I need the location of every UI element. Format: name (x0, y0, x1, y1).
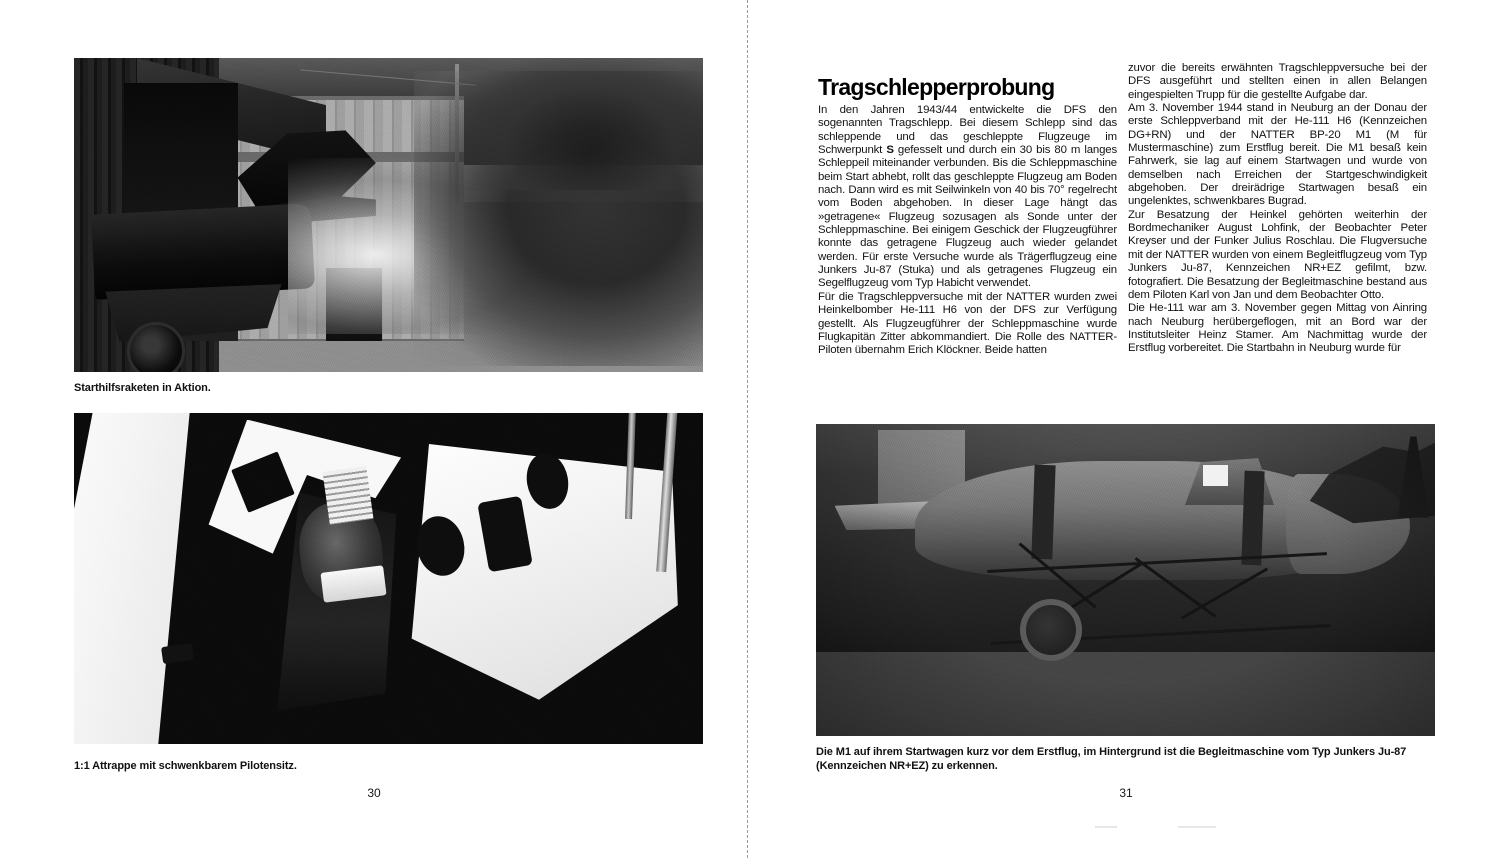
paragraph: Zur Besatzung der Heinkel gehörten weiterhin der Bordmechaniker August Lohfink, der Beobachter Peter Kreyser und der Funker Julius Roschlau. Die Flugversuche mit der NATTER wurden von einem Begleitflugzeug vom Typ Junkers Ju-87, Kennzeichen NR+EZ gefilmt, bzw. fotografiert. Die Besatzung der Begleitmaschine bestand aus dem Piloten Karl von Jan und dem Beobachter Otto. (1128, 208, 1427, 301)
paragraph: In den Jahren 1943/44 entwickelte die DFS den sogenannten Tragschlepp. Bei diesem Schlepp sind das schleppende und das geschleppte Flugzeuge im Schwerpunkt S gefesselt und durch ein 30 bis 80 m langes Schleppeil miteinander verbunden. Bis die Schleppmaschine beim Start abhebt, rollt das geschleppte Flugzeug am Boden nach. Dann wird es mit Seilwinkeln von 40 bis 70° regelrecht vom Boden abgehoben. In dieser Lage hängt das »getragene« Flugzeug sozusagen als Sonde unter der Schleppmaschine. Bei einigem Geschick der Flugzeugführer konnte das getragene Flugzeug auch wieder gelandet werden. Für erste Versuche wurde als Trägerflugzeug eine Junkers Ju-87 (Stuka) und als getragenes Flugzeug ein Segelflugzeug vom Typ Habicht verwendet. (818, 104, 1117, 290)
scan-artefact (1095, 826, 1117, 828)
paragraph: Für die Tragschleppversuche mit der NATTER wurden zwei Heinkelbomber He-111 H6 von der DFS zur Verfügung gestellt. Als Flugzeugführer der Schleppmaschine wurde Flugkapitän Zitter abkommandiert. Die Rolle des NATTER-Piloten übernahm Erich Klöckner. Beide hatten (818, 290, 1117, 357)
paragraph: zuvor die bereits erwähnten Tragschleppversuche bei der DFS ausgeführt und stellten einen in allen Belangen eingespielten Trupp für die gestellte Aufgabe dar. (1128, 62, 1427, 101)
article-title: Tragschlepperprobung (818, 74, 1055, 101)
photo-vignette (816, 424, 1435, 736)
caption-attrappe: 1:1 Attrappe mit schwenkbarem Pilotensitz. (74, 760, 297, 772)
seat-backrest (322, 466, 373, 525)
paragraph: Am 3. November 1944 stand in Neuburg an der Donau der erste Schleppverband mit der He-111 H6 (Kennzeichen DG+RN) und der NATTER BP-20 M1 (M für Mustermaschine) zum Erstflug bereit. Die M1 besaß kein Fahrwerk, sie lag auf einem Startwagen und wurde von demselben nach Erreichen der Startgeschwindigkeit abgehoben. Der dreirädrige Startwagen besaß ein ungelenktes, schwenkbares Bugrad. (1128, 102, 1427, 208)
paragraph: Die He-111 war am 3. November gegen Mittag von Ainring nach Neuburg herübergeflogen, mit an Bord war der Institutsleiter Heinz Stamer. Am Nachmittag wurde der Erstflug vorbereitet. Die Startbahn in Neuburg wurde für (1128, 302, 1427, 355)
rocket-body (91, 203, 315, 299)
photo-starthilfsraketen (74, 58, 703, 372)
emphasis-centre-of-gravity: S (886, 144, 894, 157)
caption-m1-startwagen: Die M1 auf ihrem Startwagen kurz vor dem Erstflug, im Hintergrund ist die Begleitmaschine vom Typ Junkers Ju-87 (Kennzeichen NR+EZ) zu erkennen. (816, 746, 1407, 773)
photo-attrappe (74, 413, 703, 744)
smoke-plume-upper (464, 58, 703, 190)
scan-artefact (1178, 826, 1216, 828)
page-number-right: 31 (1119, 786, 1133, 800)
text-column-1 (818, 104, 1117, 358)
text-column-2 (1128, 62, 1427, 356)
caption-starthilfsraketen: Starthilfsraketen in Aktion. (74, 382, 211, 394)
page-number-left: 30 (367, 786, 381, 800)
photo-m1-startwagen (816, 424, 1435, 736)
